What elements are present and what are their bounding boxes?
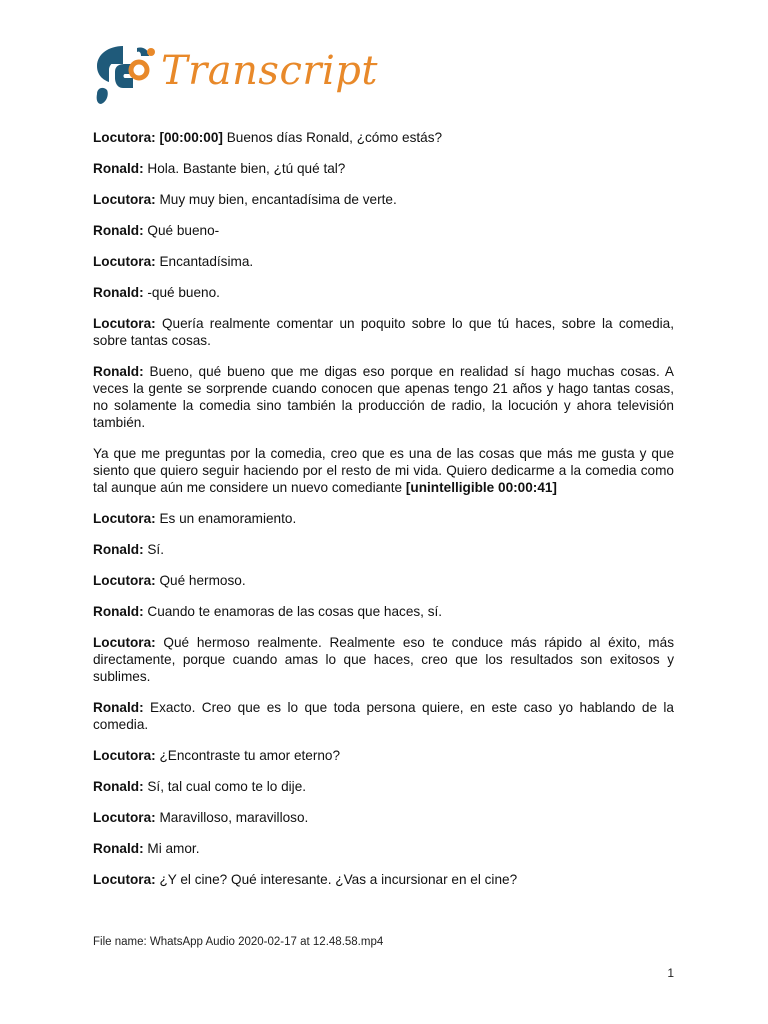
speaker-label: Locutora:: [93, 254, 156, 269]
speaker-label: Locutora:: [93, 192, 156, 207]
transcript-entry: [93, 541, 674, 558]
utterance-text: Qué bueno-: [143, 223, 220, 238]
utterance-text: Qué hermoso.: [155, 573, 246, 588]
speaker-label: Ronald:: [93, 700, 144, 715]
transcript-entry: [93, 634, 674, 685]
utterance-text: Hola. Bastante bien, ¿tú qué tal?: [143, 161, 346, 176]
transcript-entry: [93, 253, 674, 270]
utterance-text: Encantadísima.: [155, 254, 254, 269]
utterance-text: Es un enamoramiento.: [155, 511, 297, 526]
transcript-entry: [93, 603, 674, 620]
transcript-entry: [93, 191, 674, 208]
timestamp-tag: [00:00:00]: [159, 130, 223, 145]
utterance-text: Buenos días Ronald, ¿cómo estás?: [222, 130, 443, 145]
utterance-text: Maravilloso, maravilloso.: [155, 810, 309, 825]
speaker-label: Ronald:: [93, 841, 144, 856]
speaker-label: Ronald:: [93, 364, 144, 379]
page-number: 1: [667, 966, 674, 980]
transcript-entry: [93, 871, 674, 888]
transcript-entry: [93, 809, 674, 826]
speaker-label: Locutora:: [93, 316, 156, 331]
transcript-entry: [93, 572, 674, 589]
speaker-label: Locutora:: [93, 573, 156, 588]
speaker-label: Ronald:: [93, 285, 144, 300]
transcript-entry: [93, 747, 674, 764]
speaker-label: Locutora:: [93, 635, 156, 650]
speaker-label: Ronald:: [93, 604, 144, 619]
logo-text: Transcript: [161, 48, 378, 94]
speaker-label: Ronald:: [93, 542, 144, 557]
transcript-entry: [93, 778, 674, 795]
transcript-entry: [93, 315, 674, 349]
utterance-text: Muy muy bien, encantadísima de verte.: [155, 192, 397, 207]
unintelligible-tag: [unintelligible 00:00:41]: [405, 480, 557, 495]
speaker-label: Locutora:: [93, 810, 156, 825]
speaker-label: Locutora:: [93, 872, 156, 887]
utterance-text: ¿Y el cine? Qué interesante. ¿Vas a incursionar en el cine?: [155, 872, 518, 887]
utterance-text: Sí.: [143, 542, 164, 557]
transcript-entry: [93, 284, 674, 301]
utterance-text: Ya que me preguntas por la comedia, creo que es una de las cosas que más me gusta y que siento que quiero seguir haciendo por el resto de mi vida. Quiero dedicarme a la comedia como tal aunque aún me considere un nuevo comediante: [93, 446, 674, 495]
speaker-label: Ronald:: [93, 161, 144, 176]
utterance-text: Cuando te enamoras de las cosas que haces, sí.: [143, 604, 443, 619]
transcript-entry: [93, 363, 674, 431]
utterance-text: Sí, tal cual como te lo dije.: [143, 779, 307, 794]
transcript-body: [93, 129, 674, 902]
utterance-text: Mi amor.: [143, 841, 200, 856]
transcript-entry: [93, 160, 674, 177]
transcript-entry: [93, 699, 674, 733]
utterance-text: Qué hermoso realmente. Realmente eso te conduce más rápido al éxito, más directamente, porque cuando amas lo que haces, creo que los resultados son exitosos y sublimes.: [93, 635, 674, 684]
transcript-entry: [93, 129, 674, 146]
utterance-text: ¿Encontraste tu amor eterno?: [155, 748, 341, 763]
transcript-entry: [93, 840, 674, 857]
transcript-entry: [93, 222, 674, 239]
speaker-label: Locutora:: [93, 511, 156, 526]
utterance-text: Exacto. Creo que es lo que toda persona quiere, en este caso yo hablando de la comedia.: [93, 700, 674, 732]
utterance-text: Quería realmente comentar un poquito sobre lo que tú haces, sobre la comedia, sobre tantas cosas.: [93, 316, 674, 348]
speaker-label: Ronald:: [93, 223, 144, 238]
gotranscript-logo: [93, 42, 383, 108]
utterance-text: Bueno, qué bueno que me digas eso porque en realidad sí hago muchas cosas. A veces la gente se sorprende cuando conocen que apenas tengo 21 años y hago tantas cosas, no solamente la comedia sino también la producción de radio, la locución y ahora televisión también.: [93, 364, 674, 430]
logo-mark-icon: [93, 42, 159, 108]
transcript-entry: [93, 510, 674, 527]
speaker-label: Locutora:: [93, 130, 156, 145]
footer-file-name: File name: WhatsApp Audio 2020-02-17 at 12.48.58.mp4: [93, 936, 384, 948]
transcript-entry: [93, 445, 674, 496]
speaker-label: Locutora:: [93, 748, 156, 763]
speaker-label: Ronald:: [93, 779, 144, 794]
utterance-text: -qué bueno.: [143, 285, 220, 300]
